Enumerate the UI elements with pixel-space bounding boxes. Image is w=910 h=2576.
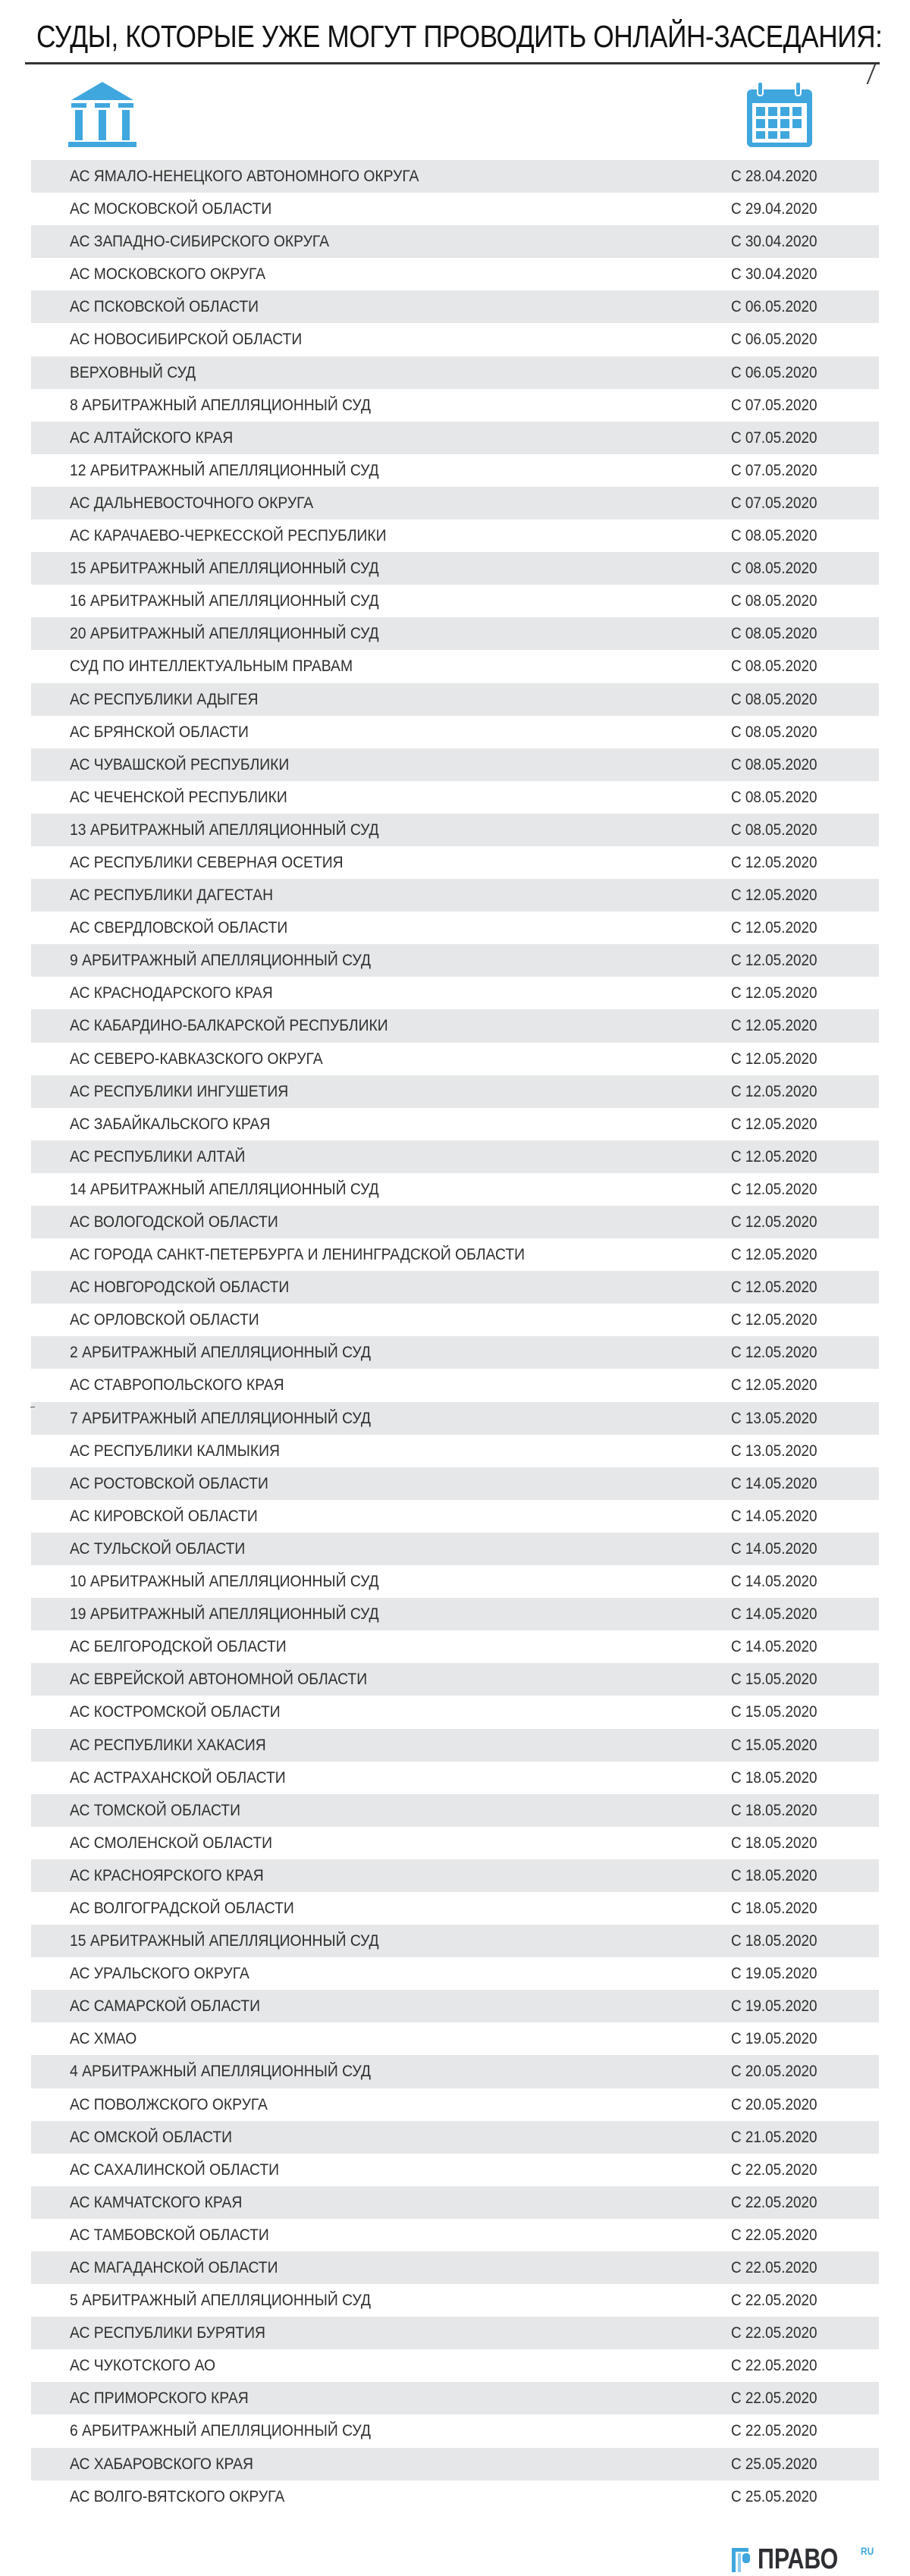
table-row — [31, 814, 879, 846]
start-date: С 14.05.2020 — [731, 1539, 817, 1558]
court-name: ВЕРХОВНЫЙ СУД — [70, 363, 196, 381]
start-date: С 08.05.2020 — [731, 788, 817, 806]
start-date: С 15.05.2020 — [731, 1671, 817, 1689]
table-row — [31, 2088, 879, 2121]
court-name: АС ЧУКОТСКОГО АО — [70, 2357, 216, 2375]
court-name: АС РЕСПУБЛИКИ БУРЯТИЯ — [70, 2324, 265, 2342]
table-row — [31, 585, 879, 617]
court-name: АС ЗАПАДНО-СИБИРСКОГО ОКРУГА — [70, 233, 329, 251]
court-name: 20 АРБИТРАЖНЫЙ АПЕЛЛЯЦИОННЫЙ СУД — [70, 625, 379, 643]
court-name: АС САХАЛИНСКОЙ ОБЛАСТИ — [70, 2160, 280, 2179]
start-date: С 12.05.2020 — [731, 984, 817, 1002]
table-row — [31, 1762, 879, 1794]
start-date: С 25.05.2020 — [731, 2455, 817, 2473]
court-name: АС УРАЛЬСКОГО ОКРУГА — [70, 1965, 249, 1983]
start-date: С 22.05.2020 — [731, 2357, 817, 2375]
table-row — [31, 1043, 879, 1075]
court-name: 2 АРБИТРАЖНЫЙ АПЕЛЛЯЦИОННЫЙ СУД — [70, 1344, 371, 1362]
start-date: С 08.05.2020 — [731, 592, 817, 610]
court-name: АС КРАСНОЯРСКОГО КРАЯ — [70, 1866, 264, 1884]
table-row — [31, 552, 879, 585]
table-row — [31, 650, 879, 682]
table-row — [31, 1141, 879, 1173]
table-row — [31, 519, 879, 552]
start-date: С 13.05.2020 — [731, 1442, 817, 1460]
court-name: АС РЕСПУБЛИКИ СЕВЕРНАЯ ОСЕТИЯ — [70, 853, 344, 871]
court-name: АС РЕСПУБЛИКИ ДАГЕСТАН — [70, 886, 274, 905]
court-name: АС ГОРОДА САНКТ-ПЕТЕРБУРГА И ЛЕНИНГРАДСКОЙ ОБЛАСТИ — [70, 1246, 526, 1264]
court-name: 10 АРБИТРАЖНЫЙ АПЕЛЛЯЦИОННЫЙ СУД — [70, 1573, 379, 1591]
start-date: С 22.05.2020 — [731, 2259, 817, 2276]
start-date: С 12.05.2020 — [731, 952, 817, 970]
table-row — [31, 1238, 879, 1271]
court-name: АС ЗАБАЙКАЛЬСКОГО КРАЯ — [70, 1115, 271, 1133]
start-date: С 22.05.2020 — [731, 2193, 817, 2211]
court-name: АС СМОЛЕНСКОЙ ОБЛАСТИ — [70, 1834, 273, 1852]
table-row — [31, 1075, 879, 1108]
start-date: С 08.05.2020 — [731, 820, 817, 839]
court-name: СУД ПО ИНТЕЛЛЕКТУАЛЬНЫМ ПРАВАМ — [70, 657, 353, 676]
start-date: С 22.05.2020 — [731, 2226, 817, 2244]
court-name: АС СЕВЕРО-КАВКАЗСКОГО ОКРУГА — [70, 1050, 323, 1068]
page-title: СУДЫ, КОТОРЫЕ УЖЕ МОГУТ ПРОВОДИТЬ ОНЛАЙН-ЗАСЕДАНИЯ: — [36, 19, 883, 54]
court-name: АС ТАМБОВСКОЙ ОБЛАСТИ — [70, 2226, 269, 2244]
table-row — [31, 2121, 879, 2154]
start-date: С 20.05.2020 — [731, 2095, 817, 2113]
table-row — [31, 323, 879, 356]
table-row — [31, 1827, 879, 1859]
table-row — [31, 2480, 879, 2513]
start-date: С 22.05.2020 — [731, 2324, 817, 2342]
table-row — [31, 781, 879, 814]
start-date: С 07.05.2020 — [731, 461, 817, 479]
start-date: С 22.05.2020 — [731, 2422, 817, 2440]
table-row — [31, 1957, 879, 1990]
table-row — [31, 2448, 879, 2480]
court-name: АС КАБАРДИНО-БАЛКАРСКОЙ РЕСПУБЛИКИ — [70, 1017, 388, 1035]
table-row — [31, 2055, 879, 2088]
court-name: АС АЛТАЙСКОГО КРАЯ — [70, 428, 234, 447]
table-row — [31, 1696, 879, 1728]
start-date: С 07.05.2020 — [731, 396, 817, 414]
table-row — [31, 1402, 879, 1435]
table-row — [31, 2022, 879, 2055]
start-date: С 12.05.2020 — [731, 1376, 817, 1395]
start-date: С 15.05.2020 — [731, 1736, 817, 1754]
start-date: С 12.05.2020 — [731, 1050, 817, 1068]
court-name: АС РОСТОВСКОЙ ОБЛАСТИ — [70, 1474, 268, 1492]
start-date: С 20.05.2020 — [731, 2063, 817, 2081]
court-name: АС ЯМАЛО-НЕНЕЦКОГО АВТОНОМНОГО ОКРУГА — [70, 168, 419, 185]
start-date: С 08.05.2020 — [731, 560, 817, 578]
court-name: АС МОСКОВСКОГО ОКРУГА — [70, 265, 266, 284]
start-date: С 14.05.2020 — [731, 1474, 817, 1492]
court-name: 7 АРБИТРАЖНЫЙ АПЕЛЛЯЦИОННЫЙ СУД — [70, 1409, 371, 1427]
court-name: 8 АРБИТРАЖНЫЙ АПЕЛЛЯЦИОННЫЙ СУД — [70, 396, 371, 414]
start-date: С 18.05.2020 — [731, 1899, 817, 1917]
logo-suffix: RU — [861, 2545, 874, 2557]
court-name: АС КОСТРОМСКОЙ ОБЛАСТИ — [70, 1703, 281, 1721]
court-name: АС МОСКОВСКОЙ ОБЛАСТИ — [70, 200, 272, 218]
start-date: С 14.05.2020 — [731, 1638, 817, 1656]
start-date: С 08.05.2020 — [731, 690, 817, 708]
table-row — [31, 617, 879, 650]
court-name: 15 АРБИТРАЖНЫЙ АПЕЛЛЯЦИОННЫЙ СУД — [70, 1932, 379, 1950]
court-name: АС ТОМСКОЙ ОБЛАСТИ — [70, 1801, 240, 1819]
table-row — [31, 1663, 879, 1696]
start-date: С 12.05.2020 — [731, 1082, 817, 1100]
table-row — [31, 160, 879, 193]
start-date: С 06.05.2020 — [731, 298, 817, 316]
court-name: 4 АРБИТРАЖНЫЙ АПЕЛЛЯЦИОННЫЙ СУД — [70, 2063, 371, 2081]
start-date: С 12.05.2020 — [731, 1213, 817, 1231]
start-date: С 15.05.2020 — [731, 1703, 817, 1721]
start-date: С 18.05.2020 — [731, 1801, 817, 1819]
court-name: АС СТАВРОПОЛЬСКОГО КРАЯ — [70, 1376, 284, 1395]
table-row — [31, 2219, 879, 2251]
start-date: С 12.05.2020 — [731, 1147, 817, 1166]
start-date: С 14.05.2020 — [731, 1605, 817, 1624]
start-date: С 25.05.2020 — [731, 2487, 817, 2505]
table-row — [31, 1108, 879, 1141]
court-name: АС ВОЛГОГРАДСКОЙ ОБЛАСТИ — [70, 1899, 294, 1917]
table-row — [31, 911, 879, 944]
start-date: С 12.05.2020 — [731, 919, 817, 937]
court-name: АС АСТРАХАНСКОЙ ОБЛАСТИ — [70, 1768, 286, 1787]
start-date: С 22.05.2020 — [731, 2160, 817, 2179]
table-row — [31, 454, 879, 487]
court-name: АС ПРИМОРСКОГО КРАЯ — [70, 2389, 249, 2408]
start-date: С 19.05.2020 — [731, 1965, 817, 1983]
start-date: С 28.04.2020 — [731, 168, 817, 185]
court-name: АС КАМЧАТСКОГО КРАЯ — [70, 2193, 243, 2211]
start-date: С 14.05.2020 — [731, 1573, 817, 1591]
court-name: 13 АРБИТРАЖНЫЙ АПЕЛЛЯЦИОННЫЙ СУД — [70, 820, 379, 839]
start-date: С 08.05.2020 — [731, 755, 817, 773]
start-date: С 12.05.2020 — [731, 1115, 817, 1133]
start-date: С 18.05.2020 — [731, 1932, 817, 1950]
table-row — [31, 977, 879, 1009]
table-row — [31, 1369, 879, 1401]
table-row — [31, 2251, 879, 2284]
start-date: С 12.05.2020 — [731, 853, 817, 871]
court-name: АС ВОЛГО-ВЯТСКОГО ОКРУГА — [70, 2487, 285, 2505]
table-row — [31, 487, 879, 519]
table-row — [31, 1336, 879, 1369]
table-row — [31, 422, 879, 454]
court-name: АС ОРЛОВСКОЙ ОБЛАСТИ — [70, 1311, 259, 1329]
table-row — [31, 290, 879, 323]
court-name: АС БРЯНСКОЙ ОБЛАСТИ — [70, 723, 249, 741]
court-name: АС КАРАЧАЕВО-ЧЕРКЕССКОЙ РЕСПУБЛИКИ — [70, 527, 387, 545]
title-divider — [25, 62, 880, 64]
table-row — [31, 1794, 879, 1827]
start-date: С 12.05.2020 — [731, 1344, 817, 1362]
table-row — [31, 1173, 879, 1206]
court-name: АС ДАЛЬНЕВОСТОЧНОГО ОКРУГА — [70, 494, 314, 512]
table-row — [31, 1009, 879, 1042]
table-row — [31, 1467, 879, 1500]
start-date: С 30.04.2020 — [731, 265, 817, 284]
court-name: АС КРАСНОДАРСКОГО КРАЯ — [70, 984, 273, 1002]
start-date: С 12.05.2020 — [731, 1017, 817, 1035]
calendar-icon — [747, 82, 812, 147]
start-date: С 14.05.2020 — [731, 1507, 817, 1525]
table-row — [31, 1598, 879, 1630]
start-date: С 29.04.2020 — [731, 200, 817, 218]
table-row — [31, 846, 879, 879]
start-date: С 08.05.2020 — [731, 625, 817, 643]
court-name: АС МАГАДАНСКОЙ ОБЛАСТИ — [70, 2259, 278, 2276]
court-name: АС БЕЛГОРОДСКОЙ ОБЛАСТИ — [70, 1638, 287, 1656]
start-date: С 12.05.2020 — [731, 886, 817, 905]
court-building-icon — [68, 82, 136, 147]
court-name: 19 АРБИТРАЖНЫЙ АПЕЛЛЯЦИОННЫЙ СУД — [70, 1605, 379, 1624]
start-date: С 18.05.2020 — [731, 1768, 817, 1787]
start-date: С 12.05.2020 — [731, 1279, 817, 1297]
court-name: АС ЧЕЧЕНСКОЙ РЕСПУБЛИКИ — [70, 788, 287, 806]
start-date: С 30.04.2020 — [731, 233, 817, 251]
court-name: АС РЕСПУБЛИКИ АЛТАЙ — [70, 1147, 246, 1166]
table-row — [31, 1630, 879, 1663]
start-date: С 19.05.2020 — [731, 1997, 817, 2016]
table-row — [31, 2317, 879, 2349]
court-name: 9 АРБИТРАЖНЫЙ АПЕЛЛЯЦИОННЫЙ СУД — [70, 952, 371, 970]
start-date: С 06.05.2020 — [731, 363, 817, 381]
table-row — [31, 748, 879, 781]
table-row — [31, 258, 879, 290]
table-row — [31, 2154, 879, 2186]
court-name: АС ХМАО — [70, 2030, 137, 2048]
court-name: 15 АРБИТРАЖНЫЙ АПЕЛЛЯЦИОННЫЙ СУД — [70, 560, 379, 578]
start-date: С 22.05.2020 — [731, 2389, 817, 2408]
court-name: АС ХАБАРОВСКОГО КРАЯ — [70, 2455, 253, 2473]
table-row — [31, 193, 879, 225]
court-name: АС РЕСПУБЛИКИ ИНГУШЕТИЯ — [70, 1082, 289, 1100]
table-row — [31, 1729, 879, 1762]
start-date: С 08.05.2020 — [731, 723, 817, 741]
table-row — [31, 1859, 879, 1892]
table-row — [31, 1533, 879, 1565]
table-row — [31, 389, 879, 422]
start-date: С 21.05.2020 — [731, 2128, 817, 2146]
court-name: 5 АРБИТРАЖНЫЙ АПЕЛЛЯЦИОННЫЙ СУД — [70, 2292, 371, 2310]
start-date: С 07.05.2020 — [731, 494, 817, 512]
court-name: 12 АРБИТРАЖНЫЙ АПЕЛЛЯЦИОННЫЙ СУД — [70, 461, 379, 479]
start-date: С 18.05.2020 — [731, 1866, 817, 1884]
table-row — [31, 1990, 879, 2022]
court-name: АС ВОЛОГОДСКОЙ ОБЛАСТИ — [70, 1213, 278, 1231]
start-date: С 18.05.2020 — [731, 1834, 817, 1852]
court-name: АС САМАРСКОЙ ОБЛАСТИ — [70, 1997, 260, 2016]
pravo-logo-icon — [732, 2548, 752, 2572]
start-date: С 19.05.2020 — [731, 2030, 817, 2048]
table-row — [31, 356, 879, 389]
table-row — [31, 1435, 879, 1467]
court-name: АС РЕСПУБЛИКИ КАЛМЫКИЯ — [70, 1442, 280, 1460]
table-row — [31, 1500, 879, 1533]
divider-slash — [867, 64, 877, 84]
table-row — [31, 1206, 879, 1238]
court-name: АС КИРОВСКОЙ ОБЛАСТИ — [70, 1507, 258, 1525]
table-row — [31, 1304, 879, 1336]
start-date: С 13.05.2020 — [731, 1409, 817, 1427]
start-date: С 12.05.2020 — [731, 1311, 817, 1329]
start-date: С 12.05.2020 — [731, 1246, 817, 1264]
court-name: АС РЕСПУБЛИКИ ХАКАСИЯ — [70, 1736, 266, 1754]
start-date: С 22.05.2020 — [731, 2292, 817, 2310]
table-row — [31, 1892, 879, 1925]
court-name: АС НОВОСИБИРСКОЙ ОБЛАСТИ — [70, 331, 303, 349]
table-row — [31, 1271, 879, 1304]
table-row — [31, 944, 879, 977]
table-row — [31, 2349, 879, 2382]
court-name: АС ОМСКОЙ ОБЛАСТИ — [70, 2128, 233, 2146]
logo-word: ПРАВО — [758, 2543, 839, 2575]
table-row — [31, 879, 879, 911]
start-date: С 07.05.2020 — [731, 428, 817, 447]
table-row — [31, 1565, 879, 1598]
court-name: АС РЕСПУБЛИКИ АДЫГЕЯ — [70, 690, 259, 708]
court-name: 6 АРБИТРАЖНЫЙ АПЕЛЛЯЦИОННЫЙ СУД — [70, 2422, 371, 2440]
court-name: 14 АРБИТРАЖНЫЙ АПЕЛЛЯЦИОННЫЙ СУД — [70, 1180, 379, 1198]
start-date: С 08.05.2020 — [731, 527, 817, 545]
table-row — [31, 2414, 879, 2447]
court-name: АС НОВГОРОДСКОЙ ОБЛАСТИ — [70, 1279, 290, 1297]
table-row — [31, 2284, 879, 2317]
table-row — [31, 716, 879, 748]
start-date: С 06.05.2020 — [731, 331, 817, 349]
court-name: АС ТУЛЬСКОЙ ОБЛАСТИ — [70, 1539, 246, 1558]
court-name: 16 АРБИТРАЖНЫЙ АПЕЛЛЯЦИОННЫЙ СУД — [70, 592, 379, 610]
court-name: АС СВЕРДЛОВСКОЙ ОБЛАСТИ — [70, 919, 288, 937]
start-date: С 08.05.2020 — [731, 657, 817, 676]
court-name: АС ЕВРЕЙСКОЙ АВТОНОМНОЙ ОБЛАСТИ — [70, 1671, 368, 1689]
table-row — [31, 1925, 879, 1957]
table-row — [31, 2186, 879, 2219]
table-row — [31, 2382, 879, 2414]
table-row — [31, 225, 879, 258]
courts-table — [31, 160, 879, 2513]
court-name: АС ПОВОЛЖСКОГО ОКРУГА — [70, 2095, 268, 2113]
pravo-ru-logo — [732, 2543, 883, 2575]
start-date: С 12.05.2020 — [731, 1180, 817, 1198]
court-name: АС ПСКОВСКОЙ ОБЛАСТИ — [70, 298, 259, 316]
table-row — [31, 683, 879, 716]
court-name: АС ЧУВАШСКОЙ РЕСПУБЛИКИ — [70, 755, 290, 773]
